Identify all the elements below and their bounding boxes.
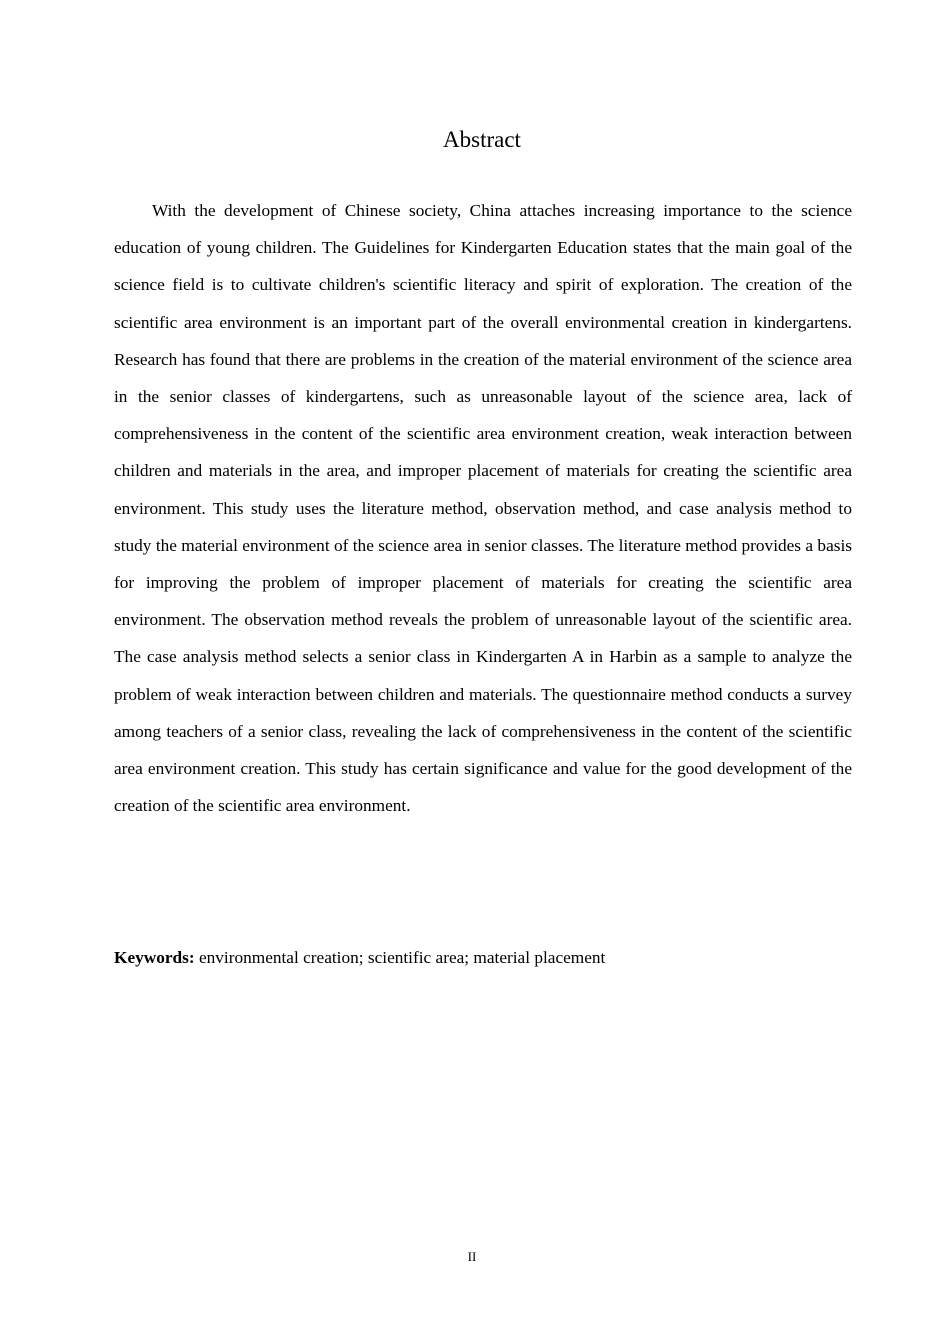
- keywords-value: environmental creation; scientific area; material placement: [194, 948, 606, 967]
- page-number: II: [467, 1249, 477, 1264]
- abstract-paragraph: With the development of Chinese society, China attaches increasing importance to the science education of young children. The Guidelines for Kindergarten Education states that the main goal of the science field is to cultivate children's scientific literacy and spirit of exploration. The creation of the scientific area environment is an important part of the overall environmental creation in kindergartens. Research has found that there are problems in the creation of the material environment of the science area in the senior classes of kindergartens, such as unreasonable layout of the science area, lack of comprehensiveness in the content of the scientific area environment creation, weak interaction between children and materials in the area, and improper placement of materials for creating the scientific area environment. This study uses the literature method, observation method, and case analysis method to study the material environment of the science area in senior classes. The literature method provides a basis for improving the problem of improper placement of materials for creating the scientific area environment. The observation method reveals the problem of unreasonable layout of the scientific area. The case analysis method selects a senior class in Kindergarten A in Harbin as a sample to analyze the problem of weak interaction between children and materials. The questionnaire method conducts a survey among teachers of a senior class, revealing the lack of comprehensiveness in the content of the scientific area environment creation. This study has certain significance and value for the good development of the creation of the scientific area environment.: [114, 201, 852, 816]
- keywords-label: Keywords:: [114, 948, 195, 967]
- abstract-title: Abstract: [443, 127, 521, 152]
- keywords-line: [114, 939, 852, 976]
